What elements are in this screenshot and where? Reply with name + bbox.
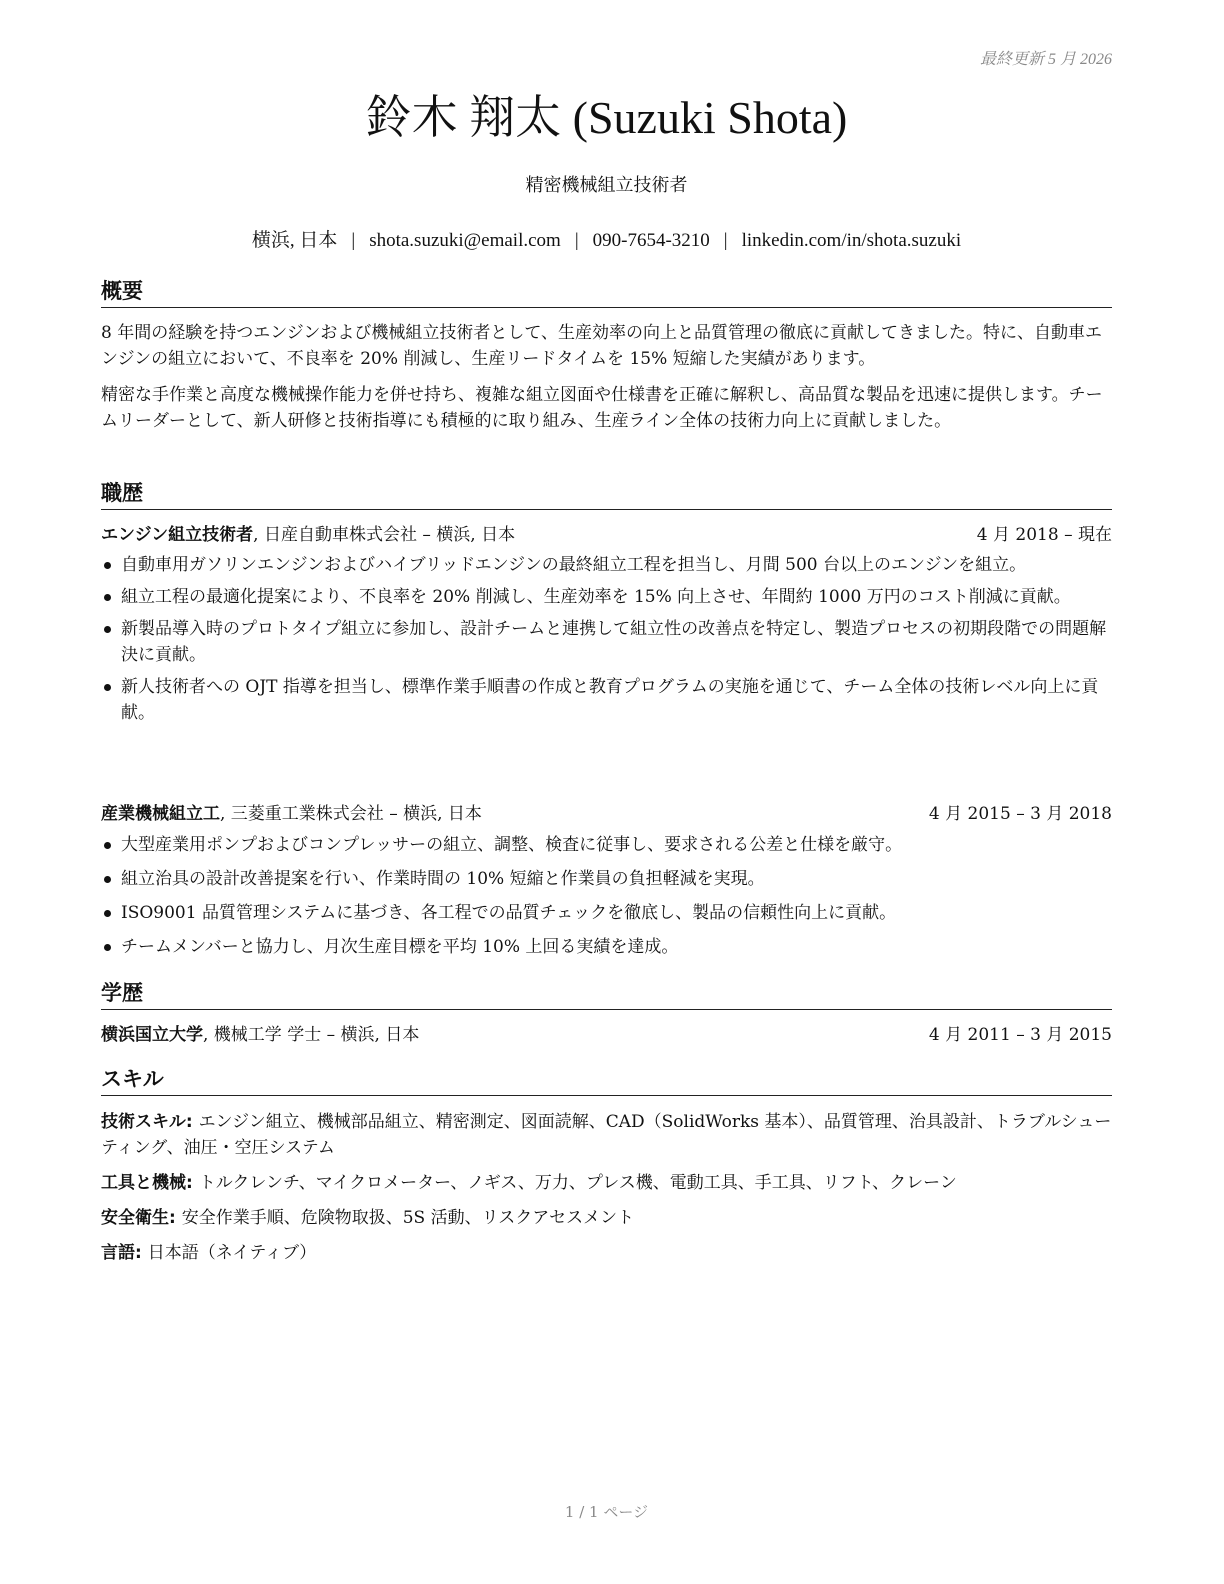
job-org: , 日産自動車株式会社 – 横浜, 日本 — [253, 525, 516, 545]
school-name: 横浜国立大学 — [101, 1025, 203, 1045]
bullet-item: 組立工程の最適化提案により、不良率を 20% 削減し、生産効率を 15% 向上させ、年間約 1000 万円のコスト削減に貢献。 — [101, 584, 1112, 610]
job-dates: 4 月 2015 – 3 月 2018 — [928, 804, 1112, 824]
contact-line — [101, 225, 1112, 252]
skill-row: 工具と機械: トルクレンチ、マイクロメーター、ノギス、万力、プレス機、電動工具、手工具、リフト、クレーン — [101, 1173, 957, 1193]
bullet-item: 組立治具の設計改善提案を行い、作業時間の 10% 短縮と作業員の負担軽減を実現。 — [101, 866, 1112, 892]
job-org: , 三菱重工業株式会社 – 横浜, 日本 — [220, 804, 482, 824]
summary-paragraph: 8 年間の経験を持つエンジンおよび機械組立技術者として、生産効率の向上と品質管理の徹底に貢献してきました。特に、自動車エンジンの組立において、不良率を 20% 削減し、生産リードタイムを 15% 短縮した実績があります。 — [101, 323, 1103, 369]
job-role: エンジン組立技術者 — [101, 525, 254, 545]
skill-value: エンジン組立、機械部品組立、精密測定、図面読解、CAD（SolidWorks 基本）、品質管理、治具設計、トラブルシューティング、油圧・空圧システム — [101, 1112, 1112, 1158]
page-number: 1 / 1 ページ — [564, 1503, 649, 1521]
job-bullets — [101, 552, 1112, 726]
skill-row: 技術スキル: エンジン組立、機械部品組立、精密測定、図面読解、CAD（SolidWorks 基本）、品質管理、治具設計、トラブルシューティング、油圧・空圧システム — [101, 1112, 1112, 1158]
job-bullets — [101, 832, 1112, 960]
bullet-item: 自動車用ガソリンエンジンおよびハイブリッドエンジンの最終組立工程を担当し、月間 500 台以上のエンジンを組立。 — [101, 552, 1112, 578]
skill-label: 安全衛生 — [101, 1208, 169, 1228]
education-dates: 4 月 2011 – 3 月 2015 — [928, 1025, 1112, 1045]
contact-phone: 090-7654-3210 — [592, 230, 710, 251]
section-heading-education: 学歴 — [101, 979, 1112, 1010]
bullet-item: ISO9001 品質管理システムに基づき、各工程での品質チェックを徹底し、製品の信頼性向上に貢献。 — [101, 900, 1112, 926]
last-updated: 最終更新 5 月 2026 — [979, 51, 1112, 68]
skill-label: 工具と機械 — [101, 1173, 186, 1193]
bullet-item: 大型産業用ポンプおよびコンプレッサーの組立、調整、検査に従事し、要求される公差と仕様を厳守。 — [101, 832, 1112, 858]
contact-separator: | — [574, 230, 579, 251]
contact-separator: | — [723, 230, 728, 251]
section-heading-summary: 概要 — [101, 277, 1112, 308]
contact-email[interactable]: shota.suzuki@email.com — [369, 230, 561, 251]
candidate-name: 鈴木 翔太 (Suzuki Shota) — [365, 92, 848, 143]
skill-value: 安全作業手順、危険物取扱、5S 活動、リスクアセスメント — [181, 1208, 635, 1228]
job-dates: 4 月 2018 – 現在 — [976, 525, 1112, 545]
skill-row: 安全衛生: 安全作業手順、危険物取扱、5S 活動、リスクアセスメント — [101, 1208, 635, 1228]
education-entry — [101, 1023, 1112, 1047]
job-header — [101, 523, 1112, 547]
contact-separator: | — [351, 230, 356, 251]
bullet-item: チームメンバーと協力し、月次生産目標を平均 10% 上回る実績を達成。 — [101, 934, 1112, 960]
contact-location: 横浜, 日本 — [251, 230, 338, 251]
resume-page — [101, 0, 1112, 1584]
bullet-item: 新製品導入時のプロトタイプ組立に参加し、設計チームと連携して組立性の改善点を特定し、製造プロセスの初期段階での問題解決に貢献。 — [101, 616, 1112, 668]
summary-paragraph: 精密な手作業と高度な機械操作能力を併せ持ち、複雑な組立図面や仕様書を正確に解釈し、高品質な製品を迅速に提供します。チームリーダーとして、新人研修と技術指導にも積極的に取り組み、生産ライン全体の技術力向上に貢献しました。 — [101, 385, 1103, 431]
contact-linkedin[interactable]: linkedin.com/in/shota.suzuki — [741, 230, 962, 251]
skill-row: 言語: 日本語（ネイティブ） — [101, 1243, 317, 1263]
section-heading-skills: スキル — [101, 1065, 1112, 1096]
skill-value: 日本語（ネイティブ） — [147, 1243, 317, 1263]
skill-value: トルクレンチ、マイクロメーター、ノギス、万力、プレス機、電動工具、手工具、リフト、クレーン — [198, 1173, 957, 1193]
job-role: 産業機械組立工 — [101, 804, 220, 824]
section-heading-experience: 職歴 — [101, 479, 1112, 510]
bullet-item: 新人技術者への OJT 指導を担当し、標準作業手順書の作成と教育プログラムの実施を通じて、チーム全体の技術レベル向上に貢献。 — [101, 674, 1112, 726]
job-header — [101, 802, 1112, 826]
skill-label: 技術スキル — [101, 1112, 186, 1132]
skill-label: 言語 — [101, 1243, 135, 1263]
degree-detail: , 機械工学 学士 – 横浜, 日本 — [203, 1025, 420, 1045]
job-title: 精密機械組立技術者 — [525, 175, 688, 196]
